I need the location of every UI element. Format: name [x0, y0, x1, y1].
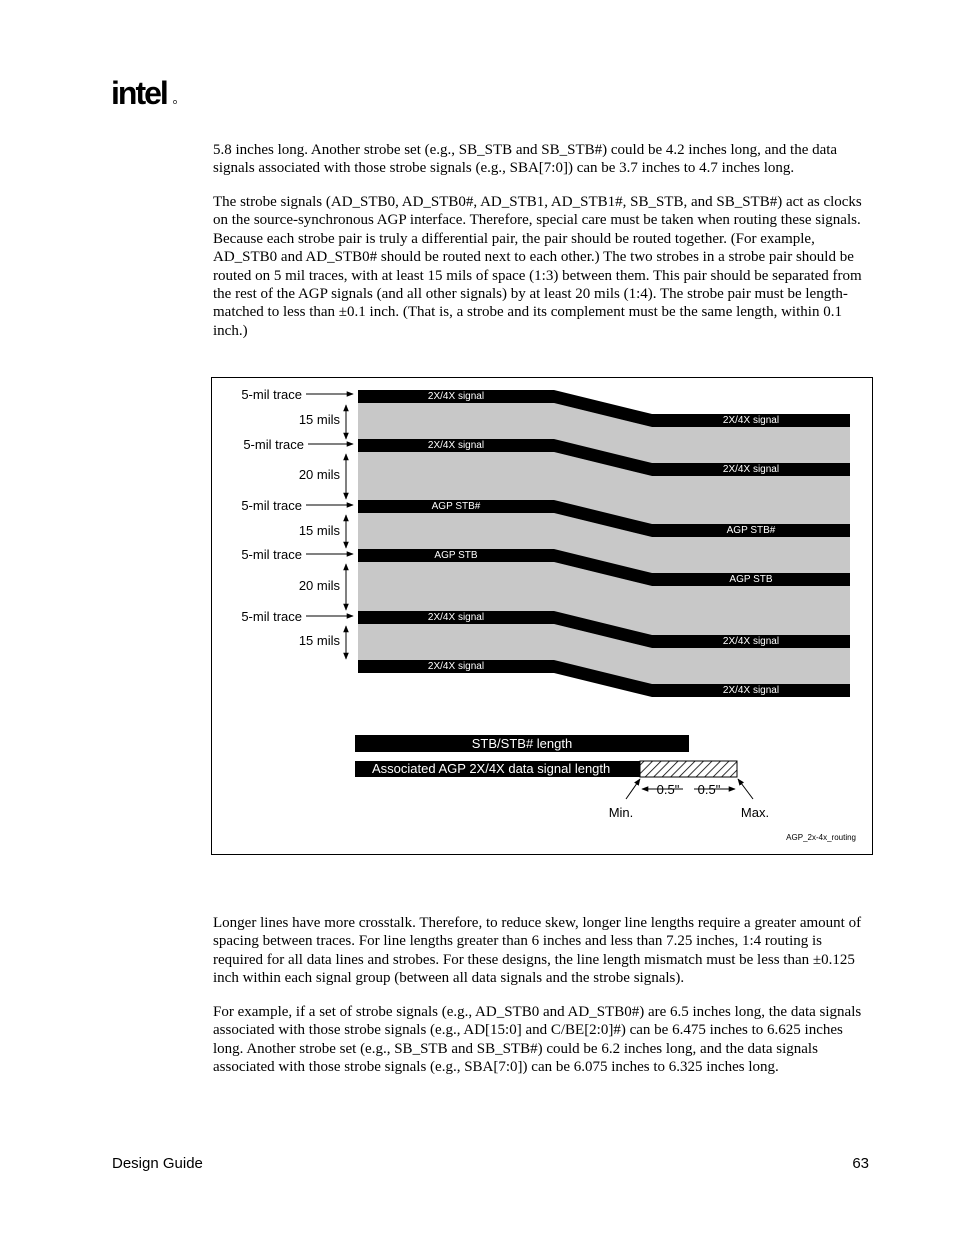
trace-label: 5-mil trace — [241, 387, 302, 402]
spacing-label: 15 mils — [298, 523, 340, 538]
min-label: Min. — [608, 805, 634, 820]
tolerance-left-label: 0.5" — [656, 782, 680, 797]
signal-label: AGP STB — [434, 550, 478, 561]
figure-id: AGP_2x-4x_routing — [786, 833, 856, 842]
paragraph-3: Longer lines have more crosstalk. Therefore, to reduce skew, longer line lengths require a greater amount of spacing between traces. For line lengths greater than 6 inches and less than 7.25 inches, 1:4 routing is required for all data lines and strobes. For these designs, the line length mismatch must be less than ±0.125 inch within each signal group (between all data signals and the strobe signals). — [213, 915, 862, 987]
signal-label: AGP STB# — [431, 501, 481, 512]
max-label: Max. — [740, 805, 770, 820]
spacing-label: 15 mils — [298, 412, 340, 427]
signal-label: 2X/4X signal — [427, 661, 485, 672]
length-comparison — [355, 735, 769, 820]
signal-label: AGP STB# — [726, 525, 776, 536]
footer-title: Design Guide — [112, 1155, 203, 1172]
signal-label: 2X/4X signal — [722, 685, 780, 696]
logo-wordmark: intel — [111, 75, 167, 111]
signal-label: 2X/4X signal — [722, 464, 780, 475]
trace-label: 5-mil trace — [243, 437, 304, 452]
stb-length-label: STB/STB# length — [471, 736, 573, 751]
routing-diagram — [212, 378, 872, 854]
data-length-label: Associated AGP 2X/4X data signal length — [372, 761, 611, 776]
tolerance-hatch — [640, 761, 737, 777]
signal-label: AGP STB — [729, 574, 773, 585]
signal-label: 2X/4X signal — [427, 440, 485, 451]
trace-label: 5-mil trace — [241, 547, 302, 562]
paragraph-1: 5.8 inches long. Another strobe set (e.g., SB_STB and SB_STB#) could be 4.2 inches long, and the data signals associated with those strobe signals (e.g., SBA[7:0]) can be 3.7 inches to 4.7 inches long. — [213, 142, 838, 177]
routing-figure — [211, 377, 873, 855]
spacing-label: 20 mils — [298, 578, 340, 593]
spacing-label: 20 mils — [298, 467, 340, 482]
intel-logo — [111, 74, 191, 116]
trace-label: 5-mil trace — [241, 498, 302, 513]
signal-label: 2X/4X signal — [722, 415, 780, 426]
paragraph-4: For example, if a set of strobe signals (e.g., AD_STB0 and AD_STB0#) are 6.5 inches long, the data signals associated with those strobe signals (e.g., AD[15:0] and C/BE[2:0]#) can be 6.475 inches to 6.625 inches long. Another strobe set (e.g., SB_STB and SB_STB#) could be 6.2 inches long, and the data signals associated with those strobe signals (e.g., SBA[7:0]) can be 6.075 inches to 6.325 inches long. — [213, 1004, 862, 1076]
registered-mark-icon — [173, 100, 176, 103]
signal-label: 2X/4X signal — [427, 391, 485, 402]
paragraph-2: The strobe signals (AD_STB0, AD_STB0#, AD_STB1, AD_STB1#, SB_STB, and SB_STB#) act as clocks on the source-synchronous AGP interface. Therefore, special care must be taken when routing these signals. Because each strobe pair is truly a differential pair, the pair should be routed together. (For example, AD_STB0 and AD_STB0# should be routed next to each other.) The two strobes in a strobe pair should be routed on 5 mil traces, with at least 15 mils of space (1:3) between them. This pair should be separated from the rest of the AGP signals (and all other signals) by at least 20 mils (1:4). The strobe pair must be length-matched to less than ±0.1 inch. (That is, a strobe and its complement must be the same length, within 0.1 inch.) — [213, 194, 862, 339]
signal-label: 2X/4X signal — [427, 612, 485, 623]
tolerance-right-label: 0.5" — [697, 782, 721, 797]
spacing-callouts — [299, 405, 346, 659]
trace-label: 5-mil trace — [241, 609, 302, 624]
min-pointer-icon — [626, 779, 640, 799]
spacing-label: 15 mils — [298, 633, 340, 648]
signal-label: 2X/4X signal — [722, 636, 780, 647]
max-pointer-icon — [738, 779, 753, 799]
page-number: 63 — [852, 1155, 869, 1172]
